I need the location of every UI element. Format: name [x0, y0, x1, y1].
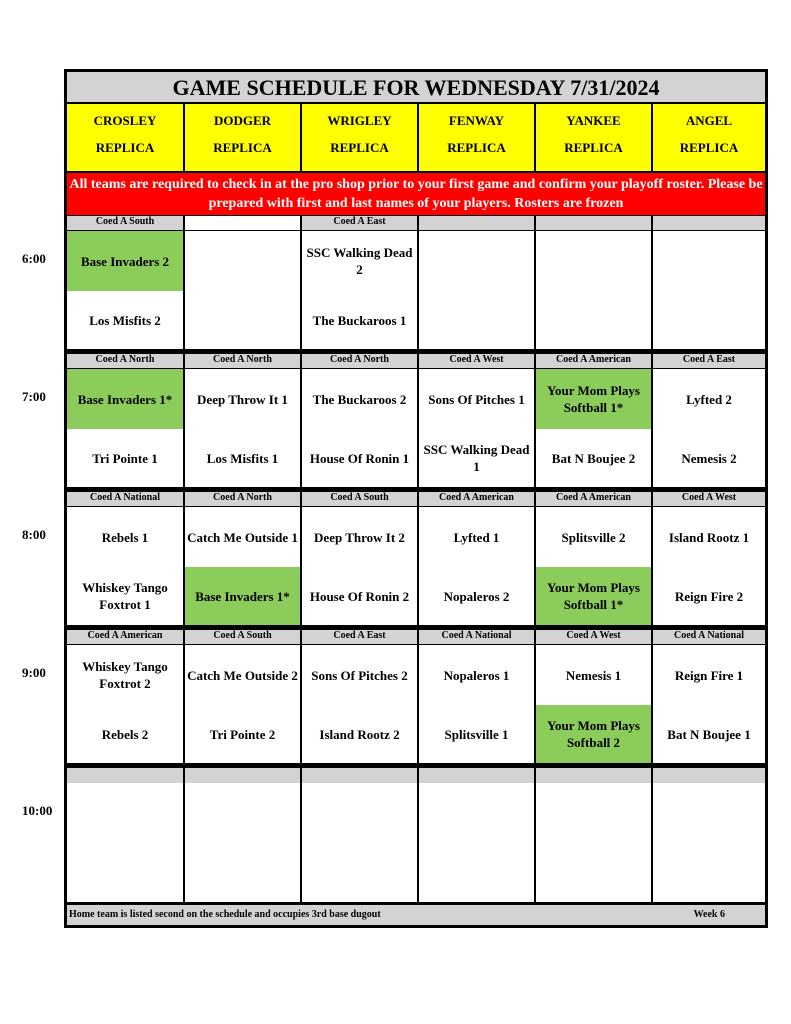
away-team: Base Invaders 1* [67, 369, 183, 429]
away-team [653, 231, 765, 291]
division-label: Coed A East [653, 354, 765, 368]
game-cell [185, 645, 300, 763]
away-team: Rebels 1 [101, 529, 149, 545]
division-label: Coed A East [302, 630, 417, 644]
division-label [653, 216, 765, 230]
home-team [536, 843, 651, 902]
time-label: 8:00 [22, 527, 46, 542]
home-team: Rebels 2 [101, 726, 149, 742]
away-team [536, 231, 651, 291]
division-label: Coed A American [536, 492, 651, 506]
away-team [185, 783, 300, 843]
field-type: REPLICA [330, 140, 389, 155]
away-team [653, 783, 765, 843]
game-cell [67, 783, 183, 902]
home-team: Reign Fire 2 [674, 588, 744, 604]
away-team: Nemesis 1 [565, 667, 622, 683]
away-team: Your Mom Plays Softball 1* [536, 369, 651, 429]
checkin-notice: All teams are required to check in at the pro shop prior to your first game and confirm your playoff roster. Please be prepared with first and last names of your players. Rosters are frozen [67, 173, 765, 215]
division-label: Coed A North [185, 492, 300, 506]
division-label: Coed A South [302, 492, 417, 506]
division-label: Coed A West [419, 354, 534, 368]
time-column [0, 0, 64, 1024]
away-team: Lyfted 2 [686, 391, 732, 407]
away-team [185, 231, 300, 291]
field-type: REPLICA [564, 140, 623, 155]
division-label [653, 768, 765, 784]
division-label: Coed A North [185, 354, 300, 368]
home-team: Island Rootz 2 [319, 726, 400, 742]
away-team: Island Rootz 1 [668, 529, 750, 545]
game-cell [67, 645, 183, 763]
division-label: Coed A South [67, 216, 183, 230]
game-cell [536, 645, 651, 763]
game-cell [653, 645, 765, 763]
division-label: Coed A East [302, 216, 417, 230]
game-cell [67, 369, 183, 487]
game-cell [185, 231, 300, 349]
game-cell [419, 231, 534, 349]
game-cell [185, 783, 300, 902]
division-label [67, 768, 183, 784]
home-team: Tri Pointe 1 [92, 450, 158, 466]
game-cell [653, 783, 765, 902]
field-type: REPLICA [95, 140, 155, 155]
division-label: Coed A National [653, 630, 765, 644]
home-team [419, 291, 534, 349]
away-team: Deep Throw It 2 [314, 529, 405, 545]
division-label [185, 768, 300, 784]
division-label: Coed A North [302, 354, 417, 368]
field-header-crosley [67, 104, 183, 171]
game-cell [419, 783, 534, 902]
away-team: Catch Me Outside 2 [187, 667, 298, 683]
schedule-table [64, 69, 768, 928]
away-team: The Buckaroos 2 [312, 391, 407, 407]
away-team: Deep Throw It 1 [197, 391, 288, 407]
game-cell [302, 783, 417, 902]
home-team [536, 291, 651, 349]
game-cell [536, 231, 651, 349]
home-team: Your Mom Plays Softball 1* [536, 567, 651, 625]
field-name: ANGEL [685, 113, 733, 128]
field-type: REPLICA [447, 140, 506, 155]
away-team: SSC Walking Dead 2 [306, 245, 413, 277]
home-team: Whiskey Tango Foxtrot 1 [82, 580, 168, 612]
away-team: Splitsville 2 [561, 529, 626, 545]
division-label [419, 216, 534, 230]
game-cell [302, 369, 417, 487]
division-label [185, 216, 300, 230]
page-title: GAME SCHEDULE FOR WEDNESDAY 7/31/2024 [67, 72, 765, 102]
away-team: Reign Fire 1 [674, 667, 744, 683]
division-label [419, 768, 534, 784]
division-label [536, 216, 651, 230]
time-label: 6:00 [22, 251, 46, 266]
home-team: Nopaleros 2 [443, 588, 510, 604]
home-team: House Of Ronin 1 [309, 450, 410, 466]
game-cell [67, 507, 183, 625]
week-label: Week 6 [693, 909, 725, 920]
game-cell [536, 507, 651, 625]
field-name: CROSLEY [93, 113, 157, 128]
field-header-fenway [419, 104, 534, 171]
away-team [302, 783, 417, 843]
home-team [653, 843, 765, 902]
division-label: Coed A American [67, 630, 183, 644]
away-team [419, 231, 534, 291]
home-team: SSC Walking Dead 1 [423, 442, 530, 474]
time-label: 10:00 [22, 803, 53, 818]
time-label: 9:00 [22, 665, 46, 680]
home-team [185, 291, 300, 349]
division-label: Coed A West [653, 492, 765, 506]
away-team: Whiskey Tango Foxtrot 2 [82, 659, 168, 691]
division-label [302, 768, 417, 784]
field-name: WRIGLEY [327, 113, 392, 128]
home-team [653, 291, 765, 349]
field-type: REPLICA [679, 140, 739, 155]
home-team: Los Misfits 1 [206, 450, 279, 466]
home-team [419, 843, 534, 902]
away-team [419, 783, 534, 843]
game-cell [653, 507, 765, 625]
field-header-dodger [185, 104, 300, 171]
field-header-wrigley [302, 104, 417, 171]
home-team: Bat N Boujee 1 [667, 726, 751, 742]
division-label: Coed A National [419, 630, 534, 644]
footer-bar [67, 905, 765, 925]
game-cell [653, 369, 765, 487]
home-team [67, 843, 183, 902]
field-type: REPLICA [213, 140, 272, 155]
home-team: Splitsville 1 [444, 726, 509, 742]
game-cell [536, 783, 651, 902]
game-cell [419, 645, 534, 763]
away-team: Sons Of Pitches 1 [428, 391, 525, 407]
division-label [536, 768, 651, 784]
home-team: Bat N Boujee 2 [551, 450, 636, 466]
away-team: Lyfted 1 [453, 529, 500, 545]
home-team: The Buckaroos 1 [312, 312, 407, 328]
home-team: Base Invaders 1* [185, 567, 300, 625]
game-cell [67, 231, 183, 349]
field-name: FENWAY [448, 113, 505, 128]
division-label: Coed A American [419, 492, 534, 506]
home-team-note: Home team is listed second on the schedule and occupies 3rd base dugout [69, 909, 381, 920]
field-header-yankee [536, 104, 651, 171]
away-team: Sons Of Pitches 2 [311, 667, 408, 683]
away-team: Base Invaders 2 [67, 231, 183, 291]
game-cell [302, 231, 417, 349]
division-label: Coed A South [185, 630, 300, 644]
field-header-angel [653, 104, 765, 171]
field-name: YANKEE [566, 113, 621, 128]
game-cell [302, 507, 417, 625]
home-team: Los Misfits 2 [89, 312, 161, 328]
game-cell [419, 369, 534, 487]
game-cell [419, 507, 534, 625]
away-team: Nopaleros 1 [443, 667, 510, 683]
game-cell [302, 645, 417, 763]
game-cell [653, 231, 765, 349]
division-label: Coed A North [67, 354, 183, 368]
division-label: Coed A National [67, 492, 183, 506]
game-cell [536, 369, 651, 487]
field-name: DODGER [213, 113, 272, 128]
division-label: Coed A American [536, 354, 651, 368]
home-team: Tri Pointe 2 [209, 726, 276, 742]
game-cell [185, 369, 300, 487]
division-label: Coed A West [536, 630, 651, 644]
away-team [536, 783, 651, 843]
home-team: Your Mom Plays Softball 2 [536, 705, 651, 763]
away-team: Catch Me Outside 1 [187, 529, 298, 545]
home-team: House Of Ronin 2 [309, 588, 410, 604]
away-team [67, 783, 183, 843]
home-team [185, 843, 300, 902]
home-team: Nemesis 2 [681, 450, 737, 466]
game-cell [185, 507, 300, 625]
home-team [302, 843, 417, 902]
time-label: 7:00 [22, 389, 46, 404]
